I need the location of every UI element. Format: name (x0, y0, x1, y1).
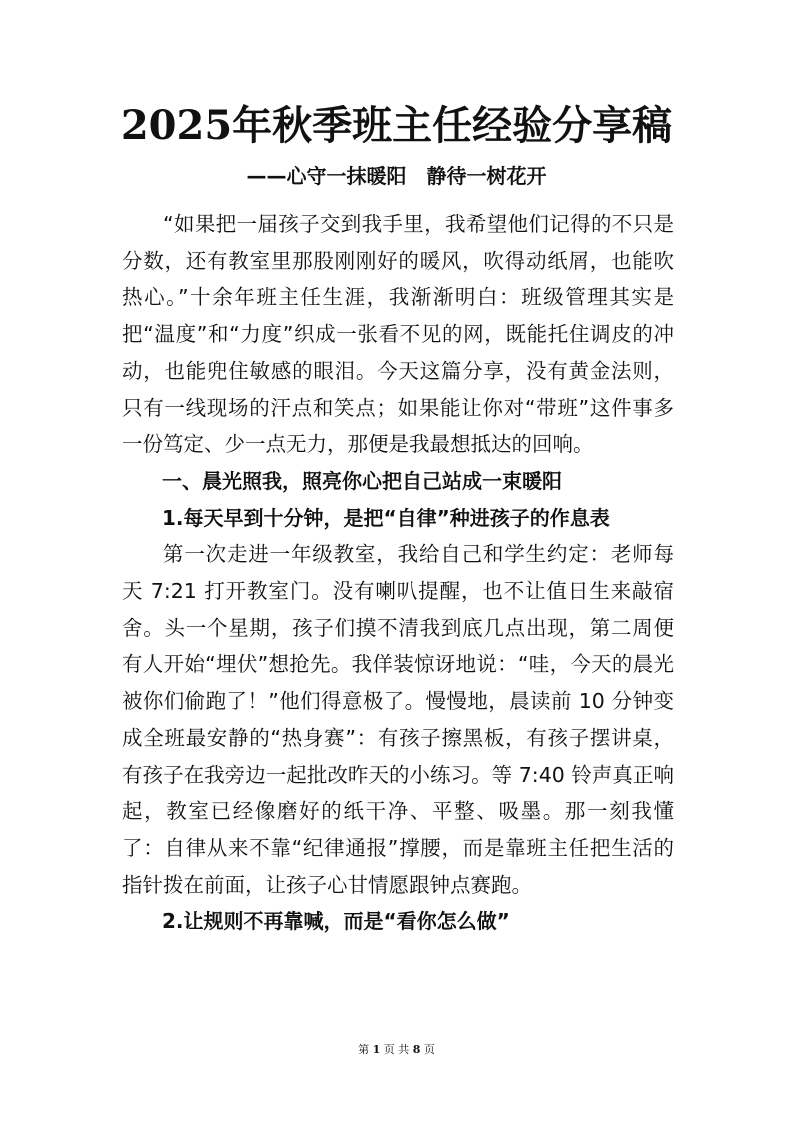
section-heading: 一、晨光照我，照亮你心把自己站成一束暖阳 (162, 468, 562, 493)
footer-total-pages: 8 (412, 1043, 421, 1056)
footer-suffix: 页 (423, 1043, 435, 1056)
intro-paragraph: “如果把一届孩子交到我手里，我希望他们记得的不只是分数，还有教室里那股刚刚好的暖风，吹得动纸屑，也能吹热心。”十余年班主任生涯，我渐渐明白：班级管理其实是把“温度”和“力度”织成一张看不见的网，既能托住调皮的冲动，也能兜住敏感的眼泪。今天这篇分享，没有黄金法则，只有一线现场的汗点和笑点；如果能让你对“带班”这件事多一份笃定、少一点无力，那便是我最想抵达的回响。 (122, 212, 674, 457)
footer-prefix: 第 (358, 1043, 370, 1056)
page-footer (0, 1042, 793, 1058)
footer-current-page: 1 (372, 1043, 381, 1056)
body-paragraph: 第一次走进一年级教室，我给自己和学生约定：老师每天 7:21 打开教室门。没有喇叭提醒，也不让值日生来敲宿舍。头一个星期，孩子们摸不清我到底几点出现，第二周便有人开始“埋伏”想抢先。我佯装惊讶地说：“哇，今天的晨光被你们偷跑了！”他们得意极了。慢慢地，晨读前 10 分钟变成全班最安静的“热身赛”：有孩子擦黑板，有孩子摆讲桌，有孩子在我旁边一起批改昨天的小练习。等 7:40 铃声真正响起，教室已经像磨好的纸干净、平整、吸墨。那一刻我懂了：自律从来不靠“纪律通报”撑腰，而是靠班主任把生活的指针拨在前面，让孩子心甘情愿跟钟点赛跑。 (122, 542, 674, 897)
footer-middle: 页 共 (383, 1043, 410, 1056)
document-title: 2025年秋季班主任经验分享稿 (120, 102, 673, 149)
document-body (122, 206, 674, 940)
document-subtitle: ——心守一抹暖阳 静待一树花开 (246, 164, 547, 188)
subsection-heading: 2.让规则不再靠喊，而是“看你怎么做” (162, 909, 510, 934)
subsection-heading: 1.每天早到十分钟，是把“自律”种进孩子的作息表 (162, 505, 610, 530)
